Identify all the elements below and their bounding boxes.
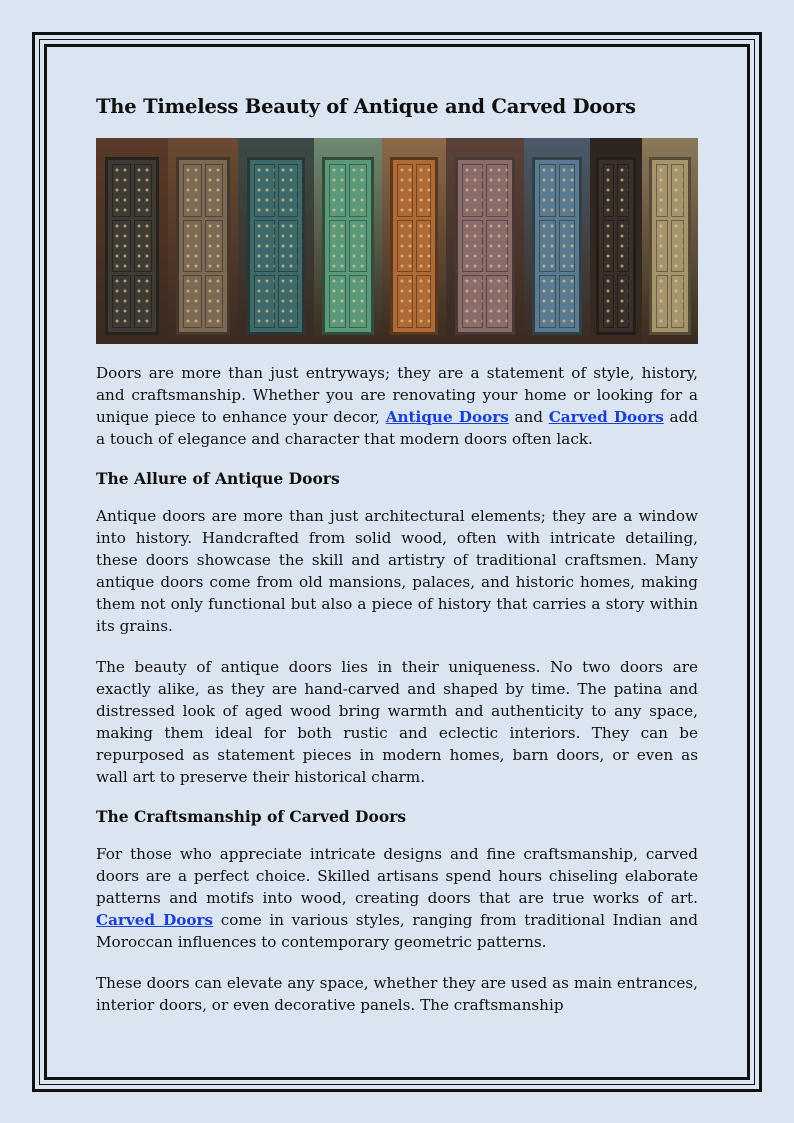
door-carving xyxy=(416,275,432,327)
document-content xyxy=(96,95,698,1035)
door-carving xyxy=(329,164,346,216)
carved-text-2: come in various styles, ranging from traditional Indian and Moroccan influences to contemporary geometric patterns. xyxy=(96,911,698,951)
door-carving xyxy=(112,220,131,272)
door-carving xyxy=(603,164,614,216)
door-carving xyxy=(416,164,432,216)
door-icon xyxy=(455,157,514,334)
door-carving xyxy=(397,275,413,327)
door-carving xyxy=(254,275,274,327)
page-title: The Timeless Beauty of Antique and Carved Doors xyxy=(96,95,636,118)
door-carving xyxy=(462,164,483,216)
door-carving xyxy=(462,275,483,327)
door-panel xyxy=(642,138,698,344)
door-carving xyxy=(278,164,298,216)
door-carving xyxy=(416,220,432,272)
door-carving xyxy=(486,164,507,216)
door-icon xyxy=(176,157,229,334)
door-panel xyxy=(590,138,642,344)
carved-paragraph-1 xyxy=(96,843,698,953)
carved-text-1: For those who appreciate intricate designs and fine craftsmanship, carved doors are a perfect choice. Skilled artisans spend hours chiseling elaborate patterns and motifs into wood, creating doors that are true works of art. xyxy=(96,845,698,907)
door-panel xyxy=(314,138,382,344)
door-carving xyxy=(349,164,366,216)
door-carving xyxy=(656,164,669,216)
intro-text-3: add a touch of elegance and character that modern doors often lack. xyxy=(96,408,699,448)
door-carving xyxy=(254,220,274,272)
door-icon xyxy=(105,157,160,334)
door-carving xyxy=(183,220,201,272)
door-carving xyxy=(559,275,576,327)
door-carving xyxy=(112,275,131,327)
door-carving xyxy=(205,220,223,272)
door-panel xyxy=(96,138,168,344)
antique-paragraph-1: Antique doors are more than just architectural elements; they are a window into history. Handcrafted from solid wood, often with intricate detailing, these doors showcase the skill and artistry of traditional craftsmen. Many antique doors come from old mansions, palaces, and historic homes, making them not only functional but also a piece of history that carries a story within its grains. xyxy=(96,507,698,635)
section-heading-carved: The Craftsmanship of Carved Doors xyxy=(96,807,407,826)
door-carving xyxy=(134,275,153,327)
door-icon xyxy=(247,157,305,334)
door-carving xyxy=(559,164,576,216)
door-carving xyxy=(134,220,153,272)
door-icon xyxy=(390,157,439,334)
door-carving xyxy=(329,220,346,272)
door-panel xyxy=(524,138,590,344)
door-carving xyxy=(349,275,366,327)
door-carving xyxy=(603,275,614,327)
door-carving xyxy=(559,220,576,272)
door-carving xyxy=(617,164,628,216)
door-carving xyxy=(349,220,366,272)
antique-paragraph-2: The beauty of antique doors lies in their uniqueness. No two doors are exactly alike, as they are hand-carved and shaped by time. The patina and distressed look of aged wood bring warmth and authenticity to any space, making them ideal for both rustic and eclectic interiors. They can be repurposed as statement pieces in modern homes, barn doors, or even as wall art to preserve their historical charm. xyxy=(96,658,698,786)
door-carving xyxy=(205,164,223,216)
antique-doors-link[interactable]: Antique Doors xyxy=(385,408,509,426)
door-carving xyxy=(617,220,628,272)
door-carving xyxy=(278,275,298,327)
door-carving xyxy=(486,220,507,272)
door-panel xyxy=(168,138,238,344)
door-carving xyxy=(656,275,669,327)
door-carving xyxy=(617,275,628,327)
carved-doors-link[interactable]: Carved Doors xyxy=(548,408,664,426)
door-carving xyxy=(329,275,346,327)
door-panel xyxy=(238,138,314,344)
door-panel xyxy=(446,138,524,344)
door-carving xyxy=(462,220,483,272)
door-carving xyxy=(671,164,684,216)
door-carving xyxy=(671,220,684,272)
door-icon xyxy=(532,157,582,334)
door-carving xyxy=(486,275,507,327)
door-icon xyxy=(649,157,692,334)
carved-doors-link-2[interactable]: Carved Doors xyxy=(96,911,214,929)
intro-paragraph xyxy=(96,362,698,450)
door-carving xyxy=(603,220,614,272)
intro-text-2: and xyxy=(508,408,549,426)
section-heading-antique: The Allure of Antique Doors xyxy=(96,469,340,488)
door-carving xyxy=(397,220,413,272)
door-carving xyxy=(205,275,223,327)
door-carving xyxy=(278,220,298,272)
door-carving xyxy=(539,220,556,272)
door-carving xyxy=(134,164,153,216)
carved-paragraph-2: These doors can elevate any space, whether they are used as main entrances, interior doors, or even decorative panels. The craftsmanship xyxy=(96,974,698,1014)
door-carving xyxy=(539,275,556,327)
door-panel xyxy=(382,138,446,344)
door-carving xyxy=(112,164,131,216)
door-carving xyxy=(671,275,684,327)
intro-text-1: Doors are more than just entryways; they are a statement of style, history, and craftsmanship. Whether you are renovating your home or looking for a unique piece to enhance your decor, xyxy=(96,364,698,426)
door-icon xyxy=(322,157,374,334)
door-carving xyxy=(397,164,413,216)
door-icon xyxy=(596,157,636,334)
door-carving xyxy=(656,220,669,272)
doors-collage-image xyxy=(96,138,698,344)
door-carving xyxy=(254,164,274,216)
door-carving xyxy=(183,275,201,327)
door-carving xyxy=(183,164,201,216)
door-carving xyxy=(539,164,556,216)
